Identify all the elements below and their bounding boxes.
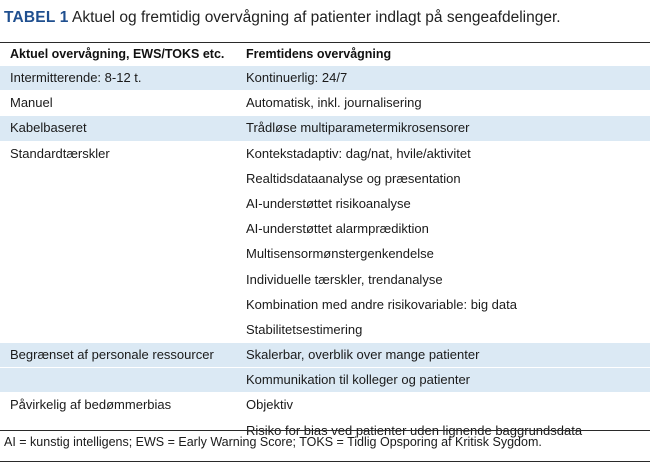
table-row bbox=[0, 343, 650, 367]
future-monitoring-cell: Skalerbar, overblik over mange patienter bbox=[246, 347, 480, 363]
table-header-row bbox=[0, 43, 650, 66]
current-monitoring-cell: Manuel bbox=[10, 95, 53, 111]
table-row bbox=[0, 166, 650, 191]
future-monitoring-cell: AI-understøttet risikoanalyse bbox=[246, 195, 411, 211]
future-monitoring-cell: Individuelle tærskler, trendanalyse bbox=[246, 271, 443, 287]
table-row bbox=[0, 241, 650, 266]
future-monitoring-cell: Realtidsdataanalyse og præsentation bbox=[246, 170, 461, 186]
future-monitoring-cell: Objektiv bbox=[246, 397, 293, 413]
future-monitoring-cell: Stabilitetsestimering bbox=[246, 321, 363, 337]
future-monitoring-cell: Risiko for bias ved patienter uden lignende baggrundsdata bbox=[246, 422, 583, 438]
current-monitoring-cell: Standardtærskler bbox=[10, 145, 110, 161]
current-monitoring-cell: Begrænset af personale ressourcer bbox=[10, 347, 214, 363]
table-title bbox=[4, 8, 561, 28]
table-row-group bbox=[0, 90, 650, 115]
table-row bbox=[0, 393, 650, 417]
table-row bbox=[0, 367, 650, 392]
table-row-group bbox=[0, 141, 650, 343]
table-row bbox=[0, 317, 650, 342]
future-monitoring-cell: Kombination med andre risikovariable: big data bbox=[246, 296, 517, 312]
table-caption: Aktuel og fremtidig overvågning af patienter indlagt på sengeafdelinger. bbox=[72, 9, 561, 26]
table-row-group bbox=[0, 115, 650, 140]
table-row-group bbox=[0, 342, 650, 392]
header-future-monitoring: Fremtidens overvågning bbox=[246, 47, 392, 61]
table-row bbox=[0, 142, 650, 166]
future-monitoring-cell: Automatisk, inkl. journalisering bbox=[246, 95, 422, 111]
current-monitoring-cell: Påvirkelig af bedømmerbias bbox=[10, 397, 172, 413]
table-row bbox=[0, 191, 650, 216]
current-monitoring-cell: Kabelbaseret bbox=[10, 120, 87, 136]
footnote-text: AI = kunstig intelligens; EWS = Early Warning Score; TOKS = Tidlig Opsporing af Kritisk Sygdom. bbox=[4, 435, 542, 449]
future-monitoring-cell: Kommunikation til kolleger og patienter bbox=[246, 372, 471, 388]
table-row bbox=[0, 267, 650, 292]
table-row bbox=[0, 91, 650, 115]
future-monitoring-cell: AI-understøttet alarmprædiktion bbox=[246, 221, 429, 237]
current-monitoring-cell: Intermitterende: 8-12 t. bbox=[10, 70, 142, 85]
future-monitoring-cell: Kontekstadaptiv: dag/nat, hvile/aktivitet bbox=[246, 145, 471, 161]
table-row bbox=[0, 216, 650, 241]
future-monitoring-cell: Multisensormønstergenkendelse bbox=[246, 246, 434, 262]
table-row-group bbox=[0, 66, 650, 90]
table-row bbox=[0, 116, 650, 140]
future-monitoring-cell: Kontinuerlig: 24/7 bbox=[246, 70, 348, 85]
table-row bbox=[0, 292, 650, 317]
table-row bbox=[0, 66, 650, 90]
bottom-rule bbox=[0, 461, 650, 462]
header-current-monitoring: Aktuel overvågning, EWS/TOKS etc. bbox=[10, 47, 225, 61]
table-body bbox=[0, 66, 650, 443]
monitoring-table bbox=[0, 42, 650, 443]
future-monitoring-cell: Trådløse multiparametermikrosensorer bbox=[246, 120, 470, 136]
table-number-label: TABEL 1 bbox=[4, 9, 69, 26]
